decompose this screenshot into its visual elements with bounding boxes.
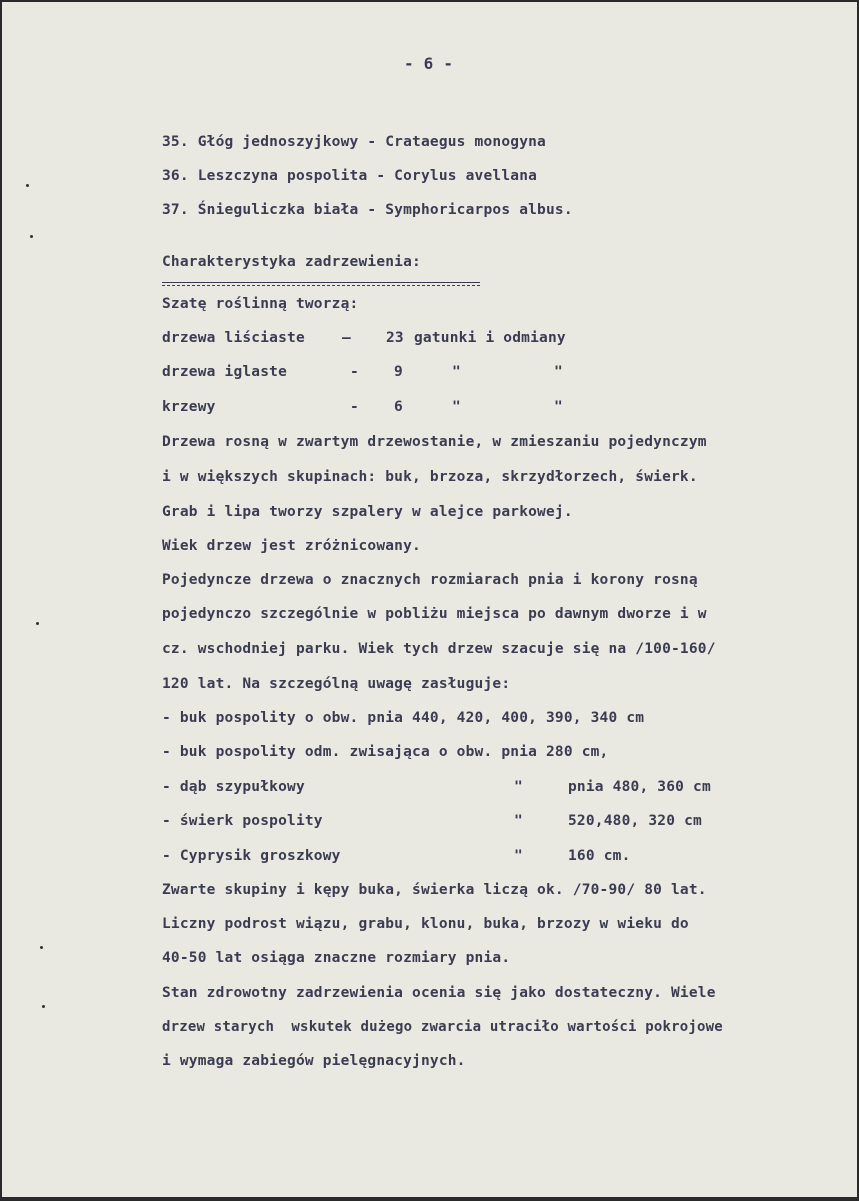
tree-value: 520,480, 320 cm bbox=[568, 813, 702, 829]
paragraph-line: drzew starych wskutek dużego zwarcia utraciło wartości pokrojowe bbox=[162, 1019, 723, 1035]
paragraph-line: 40-50 lat osiąga znaczne rozmiary pnia. bbox=[162, 950, 511, 966]
paragraph-line: Zwarte skupiny i kępy buka, świerka liczą ok. /70-90/ 80 lat. bbox=[162, 882, 707, 898]
tree-item: - buk pospolity odm. zwisająca o obw. pnia 280 cm, bbox=[162, 744, 609, 760]
paragraph-line: i w większych skupinach: buk, brzoza, skrzydłorzech, świerk. bbox=[162, 469, 698, 485]
page-number: - 6 - bbox=[404, 54, 454, 73]
document-page bbox=[2, 2, 857, 1197]
paragraph-line: Liczny podrost wiązu, grabu, klonu, buka, brzozy w wieku do bbox=[162, 916, 689, 932]
composition-dash: - bbox=[350, 364, 359, 380]
composition-ditto: " bbox=[554, 364, 563, 380]
paragraph-line: i wymaga zabiegów pielęgnacyjnych. bbox=[162, 1053, 466, 1069]
paragraph-line: Grab i lipa tworzy szpalery w alejce parkowej. bbox=[162, 504, 573, 520]
paragraph-line: Pojedyncze drzewa o znacznych rozmiarach pnia i korony rosną bbox=[162, 572, 698, 588]
scan-speck bbox=[36, 622, 39, 625]
tree-item: - buk pospolity o obw. pnia 440, 420, 400, 390, 340 cm bbox=[162, 710, 645, 726]
paragraph-line: 120 lat. Na szczególną uwagę zasługuje: bbox=[162, 676, 511, 692]
paragraph-line: Wiek drzew jest zróżnicowany. bbox=[162, 538, 421, 554]
composition-label: krzewy bbox=[162, 399, 216, 415]
composition-desc: gatunki i odmiany bbox=[414, 330, 566, 346]
tree-value: pnia 480, 360 cm bbox=[568, 779, 711, 795]
species-item-36: 36. Leszczyna pospolita - Corylus avellana bbox=[162, 168, 538, 184]
paragraph-line: pojedynczo szczególnie w pobliżu miejsca po dawnym dworze i w bbox=[162, 606, 707, 622]
composition-label: drzewa iglaste bbox=[162, 364, 288, 380]
composition-ditto: " bbox=[554, 399, 563, 415]
composition-count: 6 bbox=[394, 399, 403, 415]
composition-dash: - bbox=[350, 399, 359, 415]
tree-ditto: " bbox=[514, 813, 523, 829]
paragraph-line: Drzewa rosną w zwartym drzewostanie, w zmieszaniu pojedynczym bbox=[162, 434, 707, 450]
species-item-37: 37. Śnieguliczka biała - Symphoricarpos albus. bbox=[162, 202, 573, 218]
tree-item: - świerk pospolity bbox=[162, 813, 323, 829]
tree-ditto: " bbox=[514, 848, 523, 864]
scan-speck bbox=[42, 1005, 45, 1008]
composition-dash: — bbox=[342, 330, 351, 346]
tree-value: 160 cm. bbox=[568, 848, 631, 864]
scan-speck bbox=[40, 946, 43, 949]
tree-item: - Cyprysik groszkowy bbox=[162, 848, 341, 864]
composition-ditto: " bbox=[452, 399, 461, 415]
intro-text: Szatę roślinną tworzą: bbox=[162, 296, 359, 312]
scan-speck bbox=[30, 235, 33, 238]
composition-ditto: " bbox=[452, 364, 461, 380]
species-item-35: 35. Głóg jednoszyjkowy - Crataegus monogyna bbox=[162, 134, 546, 150]
scan-speck bbox=[26, 184, 29, 187]
composition-count: 9 bbox=[394, 364, 403, 380]
section-heading: Charakterystyka zadrzewienia: bbox=[162, 254, 421, 270]
tree-ditto: " bbox=[514, 779, 523, 795]
heading-underline bbox=[162, 282, 480, 283]
composition-count: 23 bbox=[386, 330, 404, 346]
composition-label: drzewa liściaste bbox=[162, 330, 305, 346]
heading-underline-dashed bbox=[162, 285, 480, 286]
tree-item: - dąb szypułkowy bbox=[162, 779, 305, 795]
paragraph-line: cz. wschodniej parku. Wiek tych drzew szacuje się na /100-160/ bbox=[162, 641, 716, 657]
paragraph-line: Stan zdrowotny zadrzewienia ocenia się jako dostateczny. Wiele bbox=[162, 985, 716, 1001]
